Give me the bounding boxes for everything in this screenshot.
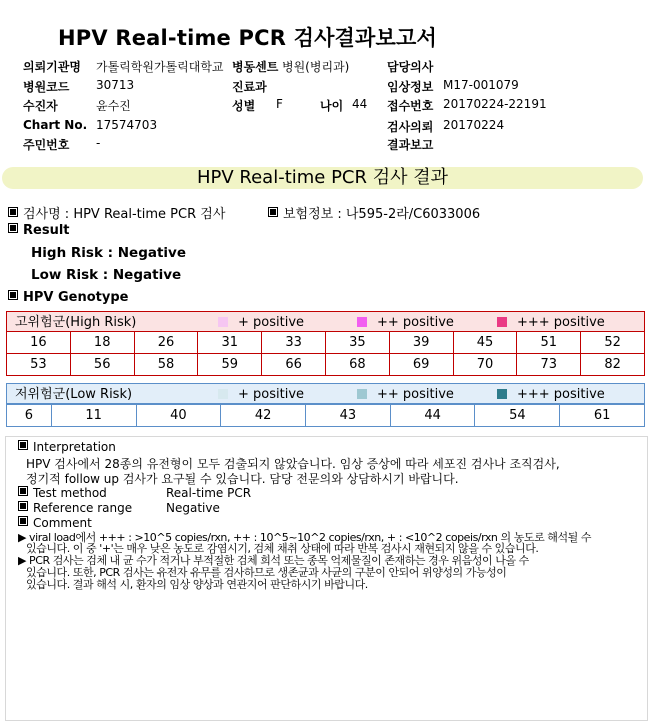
patient-label: 수진자 [23,99,58,113]
insurance-info: 보험정보 : 나595-2라/C6033006 [283,207,481,222]
accession-value: 20170224-22191 [443,97,547,111]
request-date-value: 20170224 [443,118,505,132]
department-label: 진료과 [232,80,267,94]
comment-label: Comment [33,516,92,530]
high-risk-genotype-cell: 18 [70,332,134,354]
low-risk-genotype-cell: 61 [560,405,645,427]
high-risk-genotype-cell: 16 [7,332,71,354]
high-risk-genotype-cell: 68 [325,354,389,376]
high-risk-genotype-cell: 73 [517,354,581,376]
legend-plus-plus-plus: +++ positive [497,384,605,405]
institution-overlap: 병동센트 [232,60,279,74]
blue-swatch-icon [357,389,367,399]
low-risk-genotype-cell: 43 [306,405,391,427]
low-risk-table [6,404,645,427]
test-name-row [8,203,225,222]
chart-no-label: Chart No. [23,118,88,132]
low-risk-genotype-cell: 6 [7,405,52,427]
comment-line-4: 있습니다. 또한, PCR 검사는 유전자 유무를 검사하므로 생존균과 사균의 구분이 안되어 위양성의 가능성이 [26,566,507,579]
clinical-info-value: M17-001079 [443,78,519,92]
test-method-row [18,486,107,500]
comment-row [18,516,92,530]
high-risk-genotype-cell: 52 [581,332,645,354]
legend-plus-plus: ++ positive [357,312,454,333]
chart-no-value: 17574703 [96,118,158,132]
high-risk-row [7,354,645,376]
reference-range-label: Reference range [33,501,133,515]
result-banner-text: HPV Real-time PCR 검사 결과 [196,167,449,188]
result-heading-row [8,223,70,238]
light-blue-swatch-icon [218,389,228,399]
test-method-label: Test method [33,486,107,500]
high-risk-genotype-cell: 31 [198,332,262,354]
institution-label: 의뢰기관명 [23,60,81,74]
interpretation-heading: Interpretation [33,440,116,454]
checkbox-icon [18,486,28,496]
comment-line-5: 있습니다. 결과 해석 시, 환자의 임상 양상과 연관지어 판단하시기 바랍니다. [26,578,368,591]
checkbox-icon [18,516,28,526]
comment-line-2: 있습니다. 이 중 '+'는 매우 낮은 농도로 감염시기, 검체 채취 상태에 따라 반복 검사시 재현되지 않을 수 있습니다. [26,542,539,555]
patient-value: 윤수진 [96,99,131,113]
low-risk-title: 저위험군(Low Risk) [15,387,133,402]
high-risk-table [6,331,645,376]
age-label: 나이 [320,99,344,113]
low-risk-genotype-cell: 42 [221,405,306,427]
checkbox-icon [8,290,18,300]
high-risk-genotype-cell: 58 [134,354,198,376]
high-risk-result: High Risk : Negative [31,245,186,261]
low-risk-row [7,405,645,427]
checkbox-icon [8,207,18,217]
genotype-heading: HPV Genotype [23,290,129,305]
test-name: 검사명 : HPV Real-time PCR 검사 [23,207,226,222]
high-risk-genotype-cell: 56 [70,354,134,376]
sex-value: F [276,97,283,111]
comment-line-1: ▶ viral load에서 +++ : >10^5 copies/rxn, ++ : 10^5~10^2 copies/rxn, + : <10^2 copeis/rxn 의 농도로 해석될 수 [18,531,592,544]
low-risk-result: Low Risk : Negative [31,267,182,283]
high-risk-genotype-cell: 33 [262,332,326,354]
legend-plus-plus-plus: +++ positive [497,312,605,333]
low-risk-genotype-cell: 40 [136,405,221,427]
report-date-label: 결과보고 [387,138,434,152]
high-risk-genotype-cell: 70 [453,354,517,376]
legend-plus: + positive [218,312,304,333]
teal-swatch-icon [497,389,507,399]
age-value: 44 [352,97,368,111]
test-method-value: Real-time PCR [166,486,252,500]
legend-plus: + positive [218,384,304,405]
interpretation-line-1: HPV 검사에서 28종의 유전형이 모두 검출되지 않았습니다. 임상 증상에 따라 세포진 검사나 조직검사, [26,457,560,471]
insurance-row [268,203,480,222]
high-risk-genotype-cell: 53 [7,354,71,376]
high-risk-genotype-cell: 66 [262,354,326,376]
high-risk-genotype-cell: 51 [517,332,581,354]
high-risk-genotype-cell: 35 [325,332,389,354]
reference-range-row [18,501,132,515]
high-risk-genotype-cell: 59 [198,354,262,376]
checkbox-icon [268,207,278,217]
low-risk-genotype-cell: 54 [475,405,560,427]
low-risk-header [6,383,645,404]
checkbox-icon [18,501,28,511]
interpretation-heading-row [18,440,116,454]
high-risk-genotype-cell: 82 [581,354,645,376]
red-swatch-icon [497,317,507,327]
doctor-label: 담당의사 [387,60,434,74]
request-date-label: 검사의뢰 [387,120,434,134]
high-risk-row [7,332,645,354]
institution-value: 가톨릭학원가톨릭대학교 [96,60,224,74]
sex-label: 성별 [232,99,256,113]
checkbox-icon [18,440,28,450]
report-title: HPV Real-time PCR 검사결과보고서 [58,26,437,50]
result-heading: Result [23,223,70,238]
interpretation-line-2: 정기적 follow up 검사가 요구될 수 있습니다. 담당 전문의와 상담하시기 바랍니다. [26,472,459,486]
high-risk-genotype-cell: 45 [453,332,517,354]
rrn-label: 주민번호 [23,138,70,152]
high-risk-header [6,311,645,332]
genotype-heading-row [8,290,128,305]
hospital-code-label: 병원코드 [23,80,70,94]
high-risk-genotype-cell: 69 [389,354,453,376]
hospital-code-value: 30713 [96,78,135,92]
checkbox-icon [8,223,18,233]
low-risk-genotype-cell: 11 [51,405,136,427]
pink-swatch-icon [218,317,228,327]
magenta-swatch-icon [357,317,367,327]
institution-overlap-2: 병원(병리과) [282,60,350,74]
high-risk-title: 고위험군(High Risk) [15,315,137,330]
result-banner [2,167,643,189]
high-risk-genotype-cell: 26 [134,332,198,354]
comment-line-3: ▶ PCR 검사는 검체 내 균 수가 적거나 부적절한 검체 희석 또는 종목 억제물질이 존재하는 경우 위음성이 나올 수 [18,554,529,567]
legend-plus-plus: ++ positive [357,384,454,405]
rrn-value: - [96,136,101,150]
reference-range-value: Negative [166,501,220,515]
clinical-info-label: 임상정보 [387,80,434,94]
high-risk-genotype-cell: 39 [389,332,453,354]
accession-label: 접수번호 [387,99,434,113]
low-risk-genotype-cell: 44 [390,405,475,427]
